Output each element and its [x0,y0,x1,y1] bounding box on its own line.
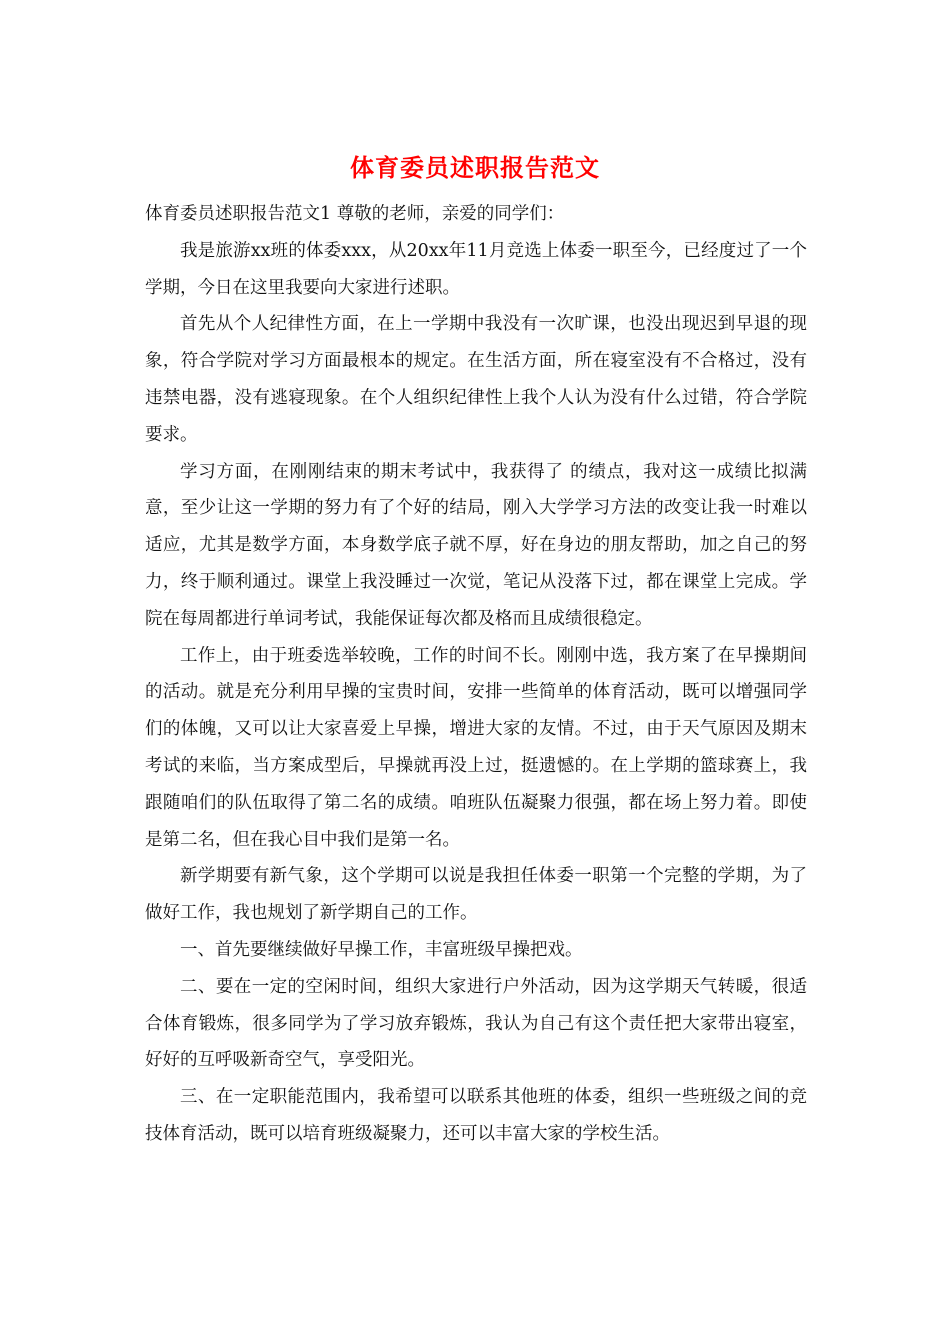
new-semester-paragraph: 新学期要有新气象，这个学期可以说是我担任体委一职第一个完整的学期，为了做好工作，我也规划了新学期自己的工作。 [145,866,807,924]
plan-item-2: 二、要在一定的空闲时间，组织大家进行户外活动，因为这学期天气转暖，很适合体育锻炼，很多同学为了学习放弃锻炼，我认为自己有这个责任把大家带出寝室，好好的互呼吸新奇空气，享受阳光。 [145,976,807,1071]
document-body [145,196,807,1153]
document-title: 体育委员述职报告范文 [350,153,600,182]
discipline-paragraph: 首先从个人纪律性方面，在上一学期中我没有一次旷课，也没出现迟到早退的现象，符合学院对学习方面最根本的规定。在生活方面，所在寝室没有不合格过，没有违禁电器，没有逃寝现象。在个人组织纪律性上我个人认为没有什么过错，符合学院要求。 [145,314,807,445]
intro-paragraph: 我是旅游xx班的体委xxx，从20xx年11月竞选上体委一职至今，已经度过了一个学期，今日在这里我要向大家进行述职。 [145,240,807,298]
plan-item-3: 三、在一定职能范围内，我希望可以联系其他班的体委，组织一些班级之间的竞技体育活动，既可以培育班级凝聚力，还可以丰富大家的学校生活。 [145,1087,807,1144]
work-paragraph: 工作上，由于班委选举较晚，工作的时间不长。刚刚中选，我方案了在早操期间的活动。就是充分利用早操的宝贵时间，安排一些简单的体育活动，既可以增强同学们的体魄，又可以让大家喜爱上早操，增进大家的友情。不过，由于天气原因及期末考试的来临，当方案成型后，早操就再没上过，挺遗憾的。在上学期的篮球赛上，我跟随咱们的队伍取得了第二名的成绩。咱班队伍凝聚力很强，都在场上努力着。即使是第二名，但在我心目中我们是第一名。 [145,645,807,850]
study-paragraph: 学习方面，在刚刚结束的期末考试中，我获得了 的绩点，我对这一成绩比拟满意，至少让这一学期的努力有了个好的结局，刚入大学学习方法的改变让我一时难以适应，尤其是数学方面，本身数学底子就不厚，好在身边的朋友帮助，加之自己的努力，终于顺利通过。课堂上我没睡过一次觉，笔记从没落下过，都在课堂上完成。学院在每周都进行单词考试，我能保证每次都及格而且成绩很稳定。 [145,461,807,629]
greeting-paragraph: 体育委员述职报告范文1 尊敬的老师，亲爱的同学们： [145,204,565,224]
plan-item-1: 一、首先要继续做好早操工作，丰富班级早操把戏。 [180,939,583,960]
